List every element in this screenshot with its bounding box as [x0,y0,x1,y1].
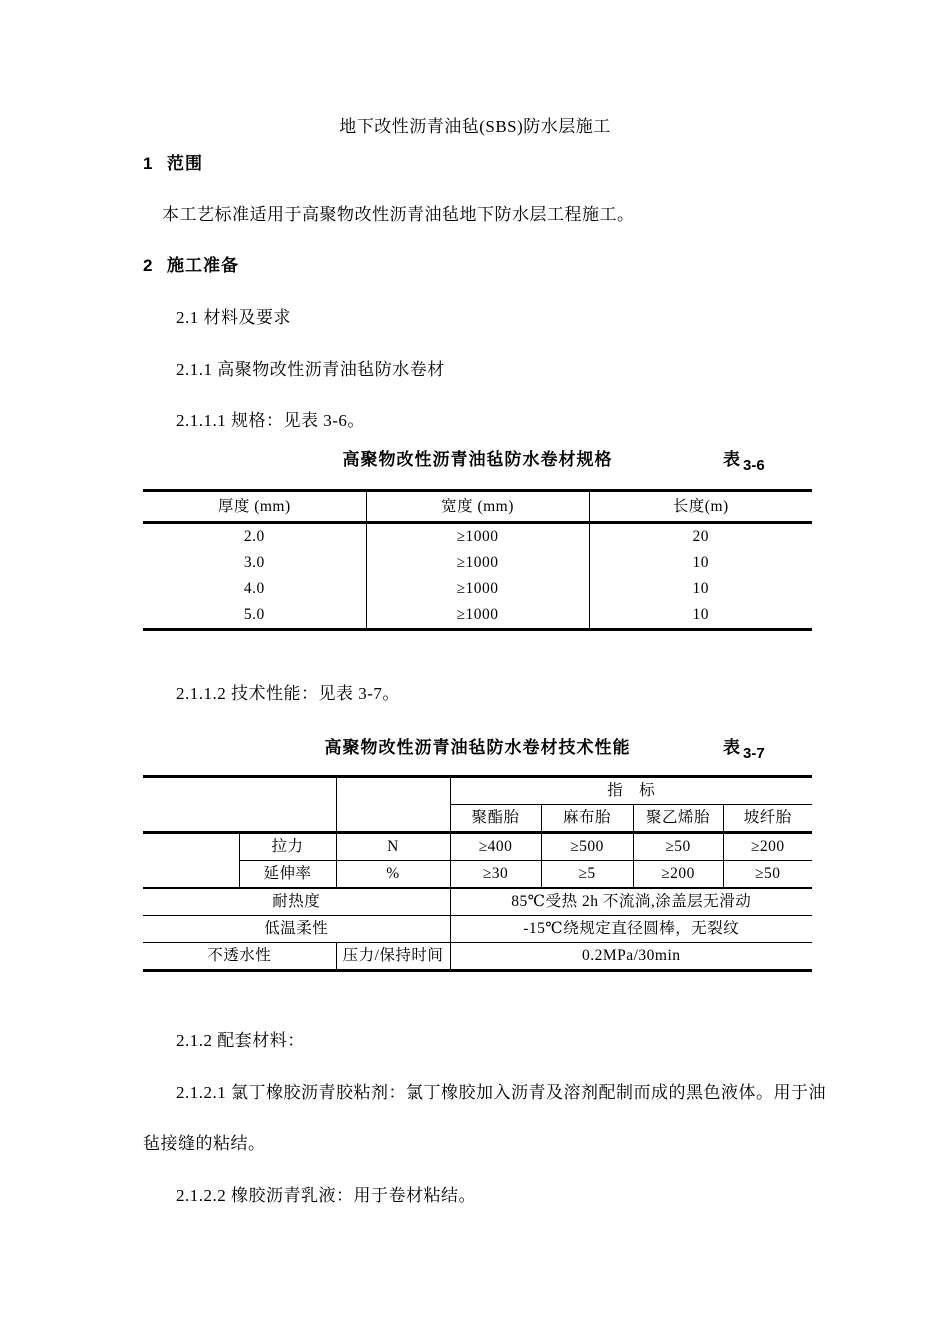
table-row [143,550,812,576]
property-name-cell: 耐热度 [143,888,450,916]
substrate-header-cell: 聚乙烯胎 [633,805,723,833]
value-cell: ≥50 [633,833,723,861]
table-3-6-tag-label: 表 [723,450,740,469]
subsection-2-1-2-2: 2.1.2.2 橡胶沥青乳液：用于卷材粘结。 [176,1186,476,1205]
condition-cell: 压力/保持时间 [336,943,450,971]
subsection-2-1-1-1: 2.1.1.1 规格：见表 3-6。 [176,411,365,430]
subsection-2-1: 2.1 材料及要求 [176,308,291,327]
section-2-number: 2 [143,256,153,275]
table-cell: 3.0 [243,554,265,572]
section-2-heading [143,255,239,276]
table-cell: ≥1000 [366,576,589,602]
table-cell: 10 [589,576,812,602]
value-cell: ≥50 [723,861,812,889]
table-3-7-tag-label: 表 [723,738,740,757]
table-cell: 5.0 [243,606,265,624]
table-row [143,523,812,551]
table-cell: 10 [589,602,812,630]
table-corner-cell [143,777,336,833]
section-2-label: 施工准备 [167,256,239,275]
property-name-cell: 低温柔性 [143,916,450,943]
table-3-7 [143,775,812,972]
table-3-6-header-thickness: 厚度 (mm) [143,491,366,523]
document-title: 地下改性沥青油毡(SBS)防水层施工 [339,117,611,136]
property-name-cell: 延伸率 [239,861,336,889]
value-cell: 0.2MPa/30min [450,943,812,971]
subsection-2-1-2-1-line2: 毡接缝的粘结。 [143,1134,266,1153]
section-1-label: 范围 [167,154,203,173]
substrate-header-cell: 坡纤胎 [723,805,812,833]
table-cell: 2.0 [243,528,265,546]
table-unit-corner-cell [336,777,450,833]
value-cell: -15℃绕规定直径圆棒，无裂纹 [450,916,812,943]
table-row [143,602,812,630]
table-row [143,888,812,916]
subsection-2-1-2: 2.1.2 配套材料： [176,1031,305,1050]
section-1-number: 1 [143,154,153,173]
table-3-7-tag [723,737,765,764]
table-3-6-header-width: 宽度 (mm) [366,491,589,523]
table-row [143,576,812,602]
substrate-header-cell: 麻布胎 [541,805,633,833]
table-cell: 10 [589,550,812,576]
table-3-7-caption-text: 高聚物改性沥青油毡防水卷材技术性能 [324,738,631,757]
scope-paragraph: 本工艺标准适用于高聚物改性沥青油毡地下防水层工程施工。 [162,205,635,224]
section-1-heading [143,153,203,174]
table-3-7-caption [143,737,812,762]
value-cell: ≥200 [723,833,812,861]
table-row [143,943,812,971]
table-cell: ≥1000 [366,602,589,630]
table-3-6-tag [723,449,765,476]
table-3-6-header-length: 长度(m) [589,491,812,523]
table-3-6-caption [143,449,812,474]
unit-cell: N [336,833,450,861]
substrate-header-cell: 聚酯胎 [450,805,541,833]
table-3-6-caption-text: 高聚物改性沥青油毡防水卷材规格 [342,450,613,469]
table-3-6-tag-number: 3-6 [743,457,765,474]
subsection-2-1-2-1-line1: 2.1.2.1 氯丁橡胶沥青胶粘剂：氯丁橡胶加入沥青及溶剂配制而成的黑色液体。用于油 [176,1083,826,1102]
property-name-cell: 拉力 [239,833,336,861]
value-cell: ≥30 [450,861,541,889]
property-group-cell [143,833,239,889]
property-name-cell: 不透水性 [143,943,336,971]
unit-cell: % [336,861,450,889]
table-cell: 20 [589,523,812,551]
table-3-7-tag-number: 3-7 [743,745,765,762]
value-cell: ≥400 [450,833,541,861]
table-row [143,916,812,943]
value-cell: 85℃受热 2h 不流淌,涂盖层无滑动 [450,888,812,916]
subsection-2-1-1: 2.1.1 高聚物改性沥青油毡防水卷材 [176,360,445,379]
table-3-6 [143,489,812,631]
table-cell: ≥1000 [366,550,589,576]
table-cell: 4.0 [243,580,265,598]
table-3-6-header-row [143,491,812,523]
table-row [143,861,812,889]
subsection-2-1-1-2: 2.1.1.2 技术性能：见表 3-7。 [176,684,400,703]
table-row [143,833,812,861]
indicator-header-cell: 指 标 [450,777,812,805]
table-row [143,777,812,805]
value-cell: ≥5 [541,861,633,889]
table-cell: ≥1000 [366,523,589,551]
value-cell: ≥500 [541,833,633,861]
value-cell: ≥200 [633,861,723,889]
